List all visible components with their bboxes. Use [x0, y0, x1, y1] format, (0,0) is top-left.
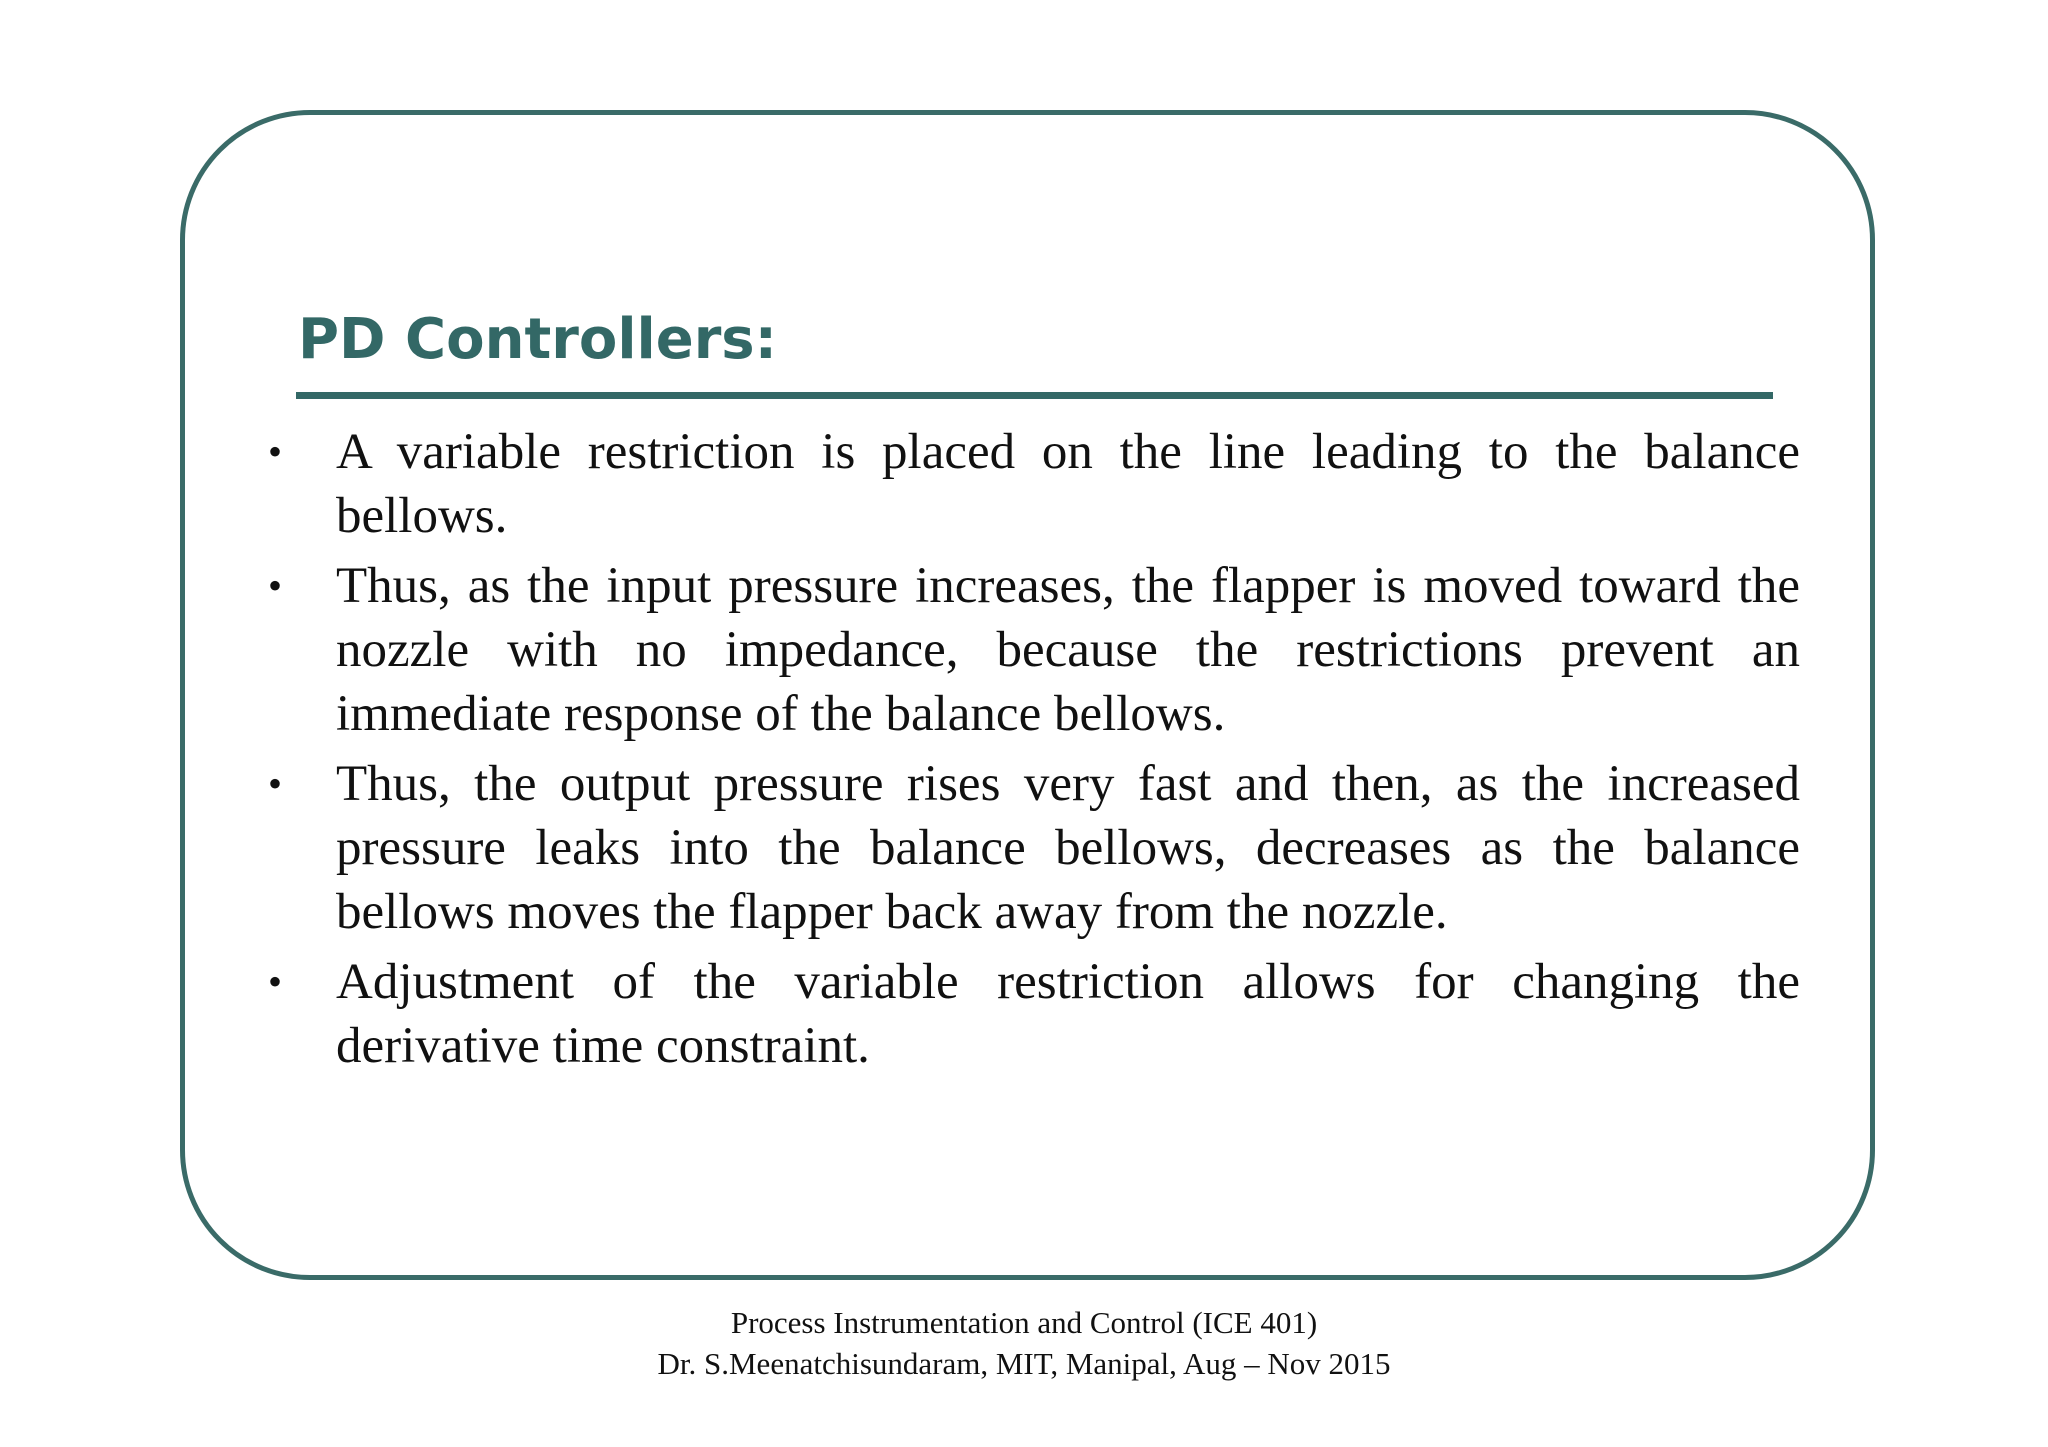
- bullet-text: A variable restriction is placed on the line leading to the balance bellows.: [336, 424, 1800, 544]
- list-item: [260, 420, 1800, 548]
- slide-title: PD Controllers:: [298, 307, 778, 372]
- title-underline: [296, 392, 1773, 399]
- footer-author-line: Dr. S.Meenatchisundaram, MIT, Manipal, Aug – Nov 2015: [657, 1346, 1391, 1381]
- slide-footer: [0, 1302, 2048, 1384]
- bullet-text: Thus, the output pressure rises very fast and then, as the increased pressure leaks into the balance bellows, decreases as the balance bellows moves the flapper back away from the nozzle.: [336, 756, 1800, 940]
- bullet-icon: •: [268, 429, 283, 474]
- bullet-icon: •: [268, 563, 283, 608]
- bullet-list: [260, 420, 1800, 1084]
- bullet-text: Thus, as the input pressure increases, the flapper is moved toward the nozzle with no impedance, because the restrictions prevent an immediate response of the balance bellows.: [336, 558, 1800, 742]
- bullet-icon: •: [268, 959, 283, 1004]
- list-item: [260, 950, 1800, 1078]
- bullet-text: Adjustment of the variable restriction allows for changing the derivative time constraint.: [336, 954, 1800, 1074]
- list-item: [260, 554, 1800, 746]
- footer-course-title: Process Instrumentation and Control (ICE 401): [730, 1305, 1318, 1340]
- list-item: [260, 752, 1800, 944]
- bullet-icon: •: [268, 761, 283, 806]
